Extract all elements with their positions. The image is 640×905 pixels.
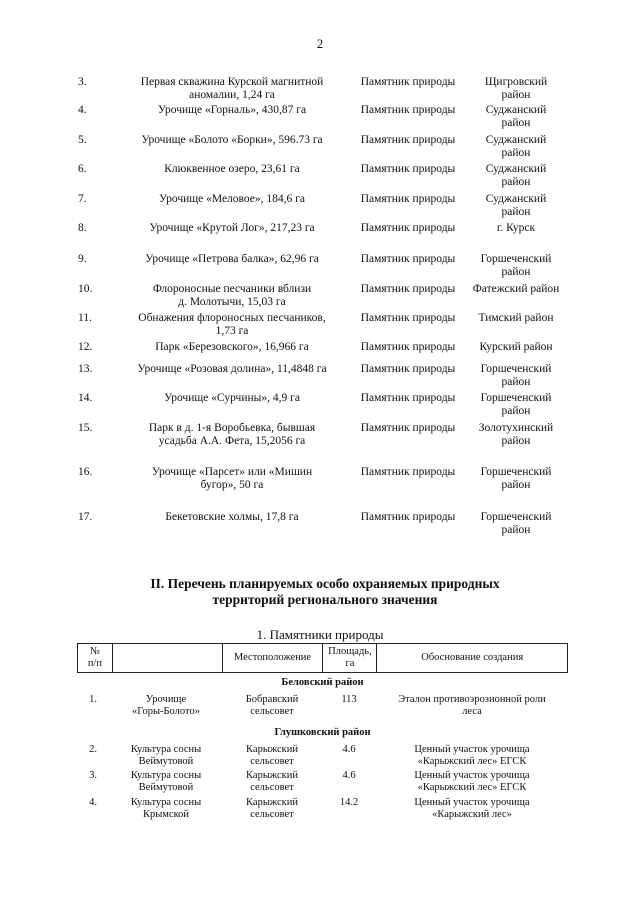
row-area: 4.6 bbox=[342, 744, 356, 755]
item-number: 12. bbox=[78, 341, 93, 353]
header-basis: Обоснование создания bbox=[377, 644, 568, 673]
item-name: Первая скважина Курской магнитной аномалии, 1,24 га bbox=[140, 76, 324, 101]
item-number: 15. bbox=[78, 422, 93, 434]
item-number: 7. bbox=[78, 193, 87, 205]
item-category: Памятник природы bbox=[360, 222, 456, 234]
district-heading: Беловский район bbox=[281, 677, 364, 688]
row-location: Карыжский сельсовет bbox=[246, 744, 298, 767]
row-number: 1. bbox=[89, 694, 97, 705]
row-name: Урочище «Горы-Болото» bbox=[132, 694, 200, 717]
row-location: Карыжский сельсовет bbox=[246, 797, 298, 820]
item-number: 6. bbox=[78, 163, 87, 175]
item-number: 4. bbox=[78, 104, 87, 116]
district-heading: Глушковский район bbox=[274, 727, 371, 738]
item-district: Горшеченский район bbox=[480, 363, 552, 388]
item-number: 10. bbox=[78, 283, 93, 295]
item-number: 17. bbox=[78, 511, 93, 523]
item-number: 16. bbox=[78, 466, 93, 478]
header-num: № п/п bbox=[78, 644, 113, 673]
row-name: Культура сосны Веймутовой bbox=[130, 770, 202, 793]
item-name: Урочище «Петрова балка», 62,96 га bbox=[145, 253, 319, 265]
item-name: Урочище «Сурчины», 4,9 га bbox=[164, 392, 300, 404]
item-category: Памятник природы bbox=[360, 104, 456, 116]
row-area: 4.6 bbox=[342, 770, 356, 781]
section-title: II. Перечень планируемых особо охраняемых природных территорий регионального значения bbox=[150, 576, 500, 607]
item-district: Суджанский район bbox=[485, 163, 547, 188]
item-number: 14. bbox=[78, 392, 93, 404]
item-category: Памятник природы bbox=[360, 466, 456, 478]
row-number: 4. bbox=[89, 797, 97, 808]
row-basis: Ценный участок урочища «Карыжский лес» ЕГСК bbox=[414, 744, 530, 767]
row-basis: Ценный участок урочища «Карыжский лес» ЕГСК bbox=[414, 770, 530, 793]
row-area: 113 bbox=[341, 694, 357, 705]
item-district: Суджанский район bbox=[485, 193, 547, 218]
item-number: 3. bbox=[78, 76, 87, 88]
row-basis: Эталон противоэрозионной роли леса bbox=[398, 694, 546, 717]
item-name: Клюквенное озеро, 23,61 га bbox=[164, 163, 300, 175]
item-name: Урочище «Болото «Борки», 596.73 га bbox=[141, 134, 323, 146]
header-name bbox=[112, 644, 222, 673]
nature-monuments-table-header bbox=[77, 643, 568, 673]
item-district: Фатежский район bbox=[472, 283, 560, 295]
item-category: Памятник природы bbox=[360, 134, 456, 146]
item-category: Памятник природы bbox=[360, 422, 456, 434]
item-name: Урочище «Парсет» или «Мишин бугор», 50 га bbox=[151, 466, 313, 491]
item-district: Суджанский район bbox=[485, 104, 547, 129]
item-category: Памятник природы bbox=[360, 341, 456, 353]
item-district: Суджанский район bbox=[485, 134, 547, 159]
item-district: Щигровский район bbox=[484, 76, 548, 101]
item-category: Памятник природы bbox=[360, 163, 456, 175]
row-basis: Ценный участок урочища «Карыжский лес» bbox=[414, 797, 530, 820]
item-district: Курский район bbox=[479, 341, 553, 353]
page-number: 2 bbox=[316, 36, 324, 51]
item-category: Памятник природы bbox=[360, 363, 456, 375]
item-category: Памятник природы bbox=[360, 511, 456, 523]
row-area: 14.2 bbox=[339, 797, 359, 808]
item-district: Горшеченский район bbox=[480, 466, 552, 491]
subsection-title: 1. Памятники природы bbox=[256, 627, 384, 642]
item-category: Памятник природы bbox=[360, 193, 456, 205]
item-category: Памятник природы bbox=[360, 312, 456, 324]
item-name: Бекетовские холмы, 17,8 га bbox=[165, 511, 299, 523]
item-district: Горшеченский район bbox=[480, 392, 552, 417]
item-number: 9. bbox=[78, 253, 87, 265]
item-number: 5. bbox=[78, 134, 87, 146]
item-name: Парк «Березовского», 16,966 га bbox=[155, 341, 309, 353]
item-name: Парк в д. 1-я Воробьевка, бывшая усадьба А.А. Фета, 15,2056 га bbox=[148, 422, 316, 447]
header-area: Площадь, га bbox=[323, 644, 377, 673]
item-number: 8. bbox=[78, 222, 87, 234]
item-district: Золотухинский район bbox=[478, 422, 554, 447]
row-location: Карыжский сельсовет bbox=[246, 770, 298, 793]
item-category: Памятник природы bbox=[360, 392, 456, 404]
item-name: Урочище «Меловое», 184,6 га bbox=[159, 193, 305, 205]
item-category: Памятник природы bbox=[360, 283, 456, 295]
item-district: Горшеченский район bbox=[480, 511, 552, 536]
row-name: Культура сосны Веймутовой bbox=[130, 744, 202, 767]
item-name: Флороносные песчаники вблизи д. Молотычи, 15,03 га bbox=[152, 283, 312, 308]
item-name: Урочище «Горналь», 430,87 га bbox=[157, 104, 307, 116]
row-location: Бобравский сельсовет bbox=[245, 694, 299, 717]
item-category: Памятник природы bbox=[360, 76, 456, 88]
item-district: Тимский район bbox=[478, 312, 554, 324]
item-district: г. Курск bbox=[496, 222, 536, 234]
item-name: Урочище «Розовая долина», 11,4848 га bbox=[137, 363, 327, 375]
header-location: Местоположение bbox=[222, 644, 323, 673]
row-number: 2. bbox=[89, 744, 97, 755]
item-number: 11. bbox=[78, 312, 92, 324]
item-name: Обнажения флороносных песчаников, 1,73 га bbox=[138, 312, 326, 337]
item-category: Памятник природы bbox=[360, 253, 456, 265]
row-name: Культура сосны Крымской bbox=[130, 797, 202, 820]
row-number: 3. bbox=[89, 770, 97, 781]
item-name: Урочище «Крутой Лог», 217,23 га bbox=[149, 222, 315, 234]
item-number: 13. bbox=[78, 363, 93, 375]
item-district: Горшеченский район bbox=[480, 253, 552, 278]
